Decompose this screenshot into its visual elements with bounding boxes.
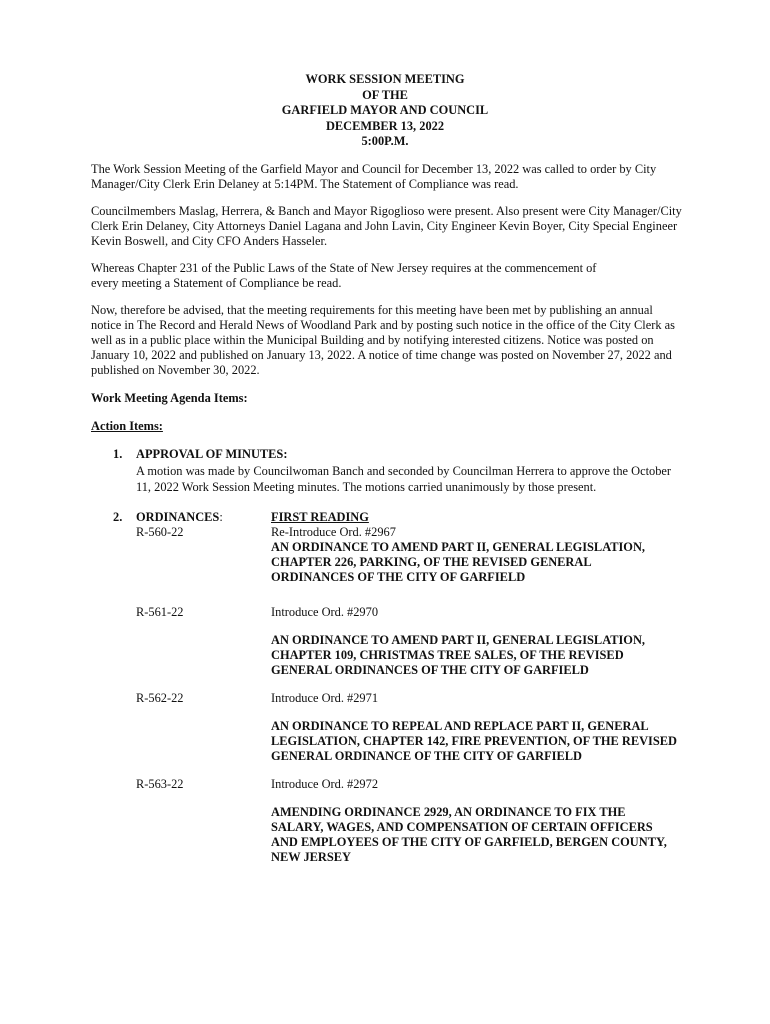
agenda-item-minutes: [91, 447, 691, 496]
attendance-paragraph: Councilmembers Maslag, Herrera, & Banch and Mayor Rigoglioso were present. Also present were City Manager/City Clerk Erin Delaney, City Attorneys Daniel Lagana and John Lavin, City Engineer Kevin Boyer, City Special Engineer Kevin Boswell, and City CFO Anders Hasseler.: [91, 203, 682, 248]
ordinances-colon: :: [219, 509, 223, 524]
ordinance-action: Introduce Ord. #2971: [271, 690, 379, 705]
resolution-id: R-563-22: [136, 776, 184, 791]
title-line-4: DECEMBER 13, 2022: [325, 118, 445, 133]
call-to-order-paragraph: The Work Session Meeting of the Garfield Mayor and Council for December 13, 2022 was called to order by City Manager/City Clerk Erin Delaney at 5:14PM. The Statement of Compliance was read.: [91, 161, 657, 191]
resolution-id: R-560-22: [136, 524, 184, 539]
ordinance-action: Re-Introduce Ord. #2967: [271, 524, 396, 539]
ordinance-action: Introduce Ord. #2972: [271, 776, 379, 791]
item-title: APPROVAL OF MINUTES:: [136, 446, 288, 461]
ordinance-entry: [136, 691, 691, 764]
ordinance-entry: [136, 525, 691, 585]
ordinance-title: AN ORDINANCE TO AMEND PART II, GENERAL LEGISLATION, CHAPTER 226, PARKING, OF THE REVISED GENERAL ORDINANCES OF THE CITY OF GARFIELD: [271, 539, 645, 584]
ordinances-label: ORDINANCES: [136, 509, 220, 524]
ordinance-action: Introduce Ord. #2970: [271, 604, 379, 619]
item-number: 1.: [113, 446, 123, 461]
document-page: [91, 72, 691, 865]
reading-label: FIRST READING: [271, 509, 369, 524]
ordinance-title: AMENDING ORDINANCE 2929, AN ORDINANCE TO FIX THE SALARY, WAGES, AND COMPENSATION OF CERTAIN OFFICERS AND EMPLOYEES OF THE CITY OF GARFIELD, BERGEN COUNTY, NEW JERSEY: [271, 804, 667, 864]
title-line-3: GARFIELD MAYOR AND COUNCIL: [281, 103, 489, 117]
ordinance-entry: [136, 777, 691, 865]
ordinance-entry: [136, 605, 691, 678]
title-line-1: WORK SESSION MEETING: [305, 72, 465, 86]
whereas-paragraph: Whereas Chapter 231 of the Public Laws of the State of New Jersey requires at the commencement of every meeting a Statement of Compliance be read.: [91, 260, 597, 290]
title-line-5: 5:00P.M.: [361, 134, 409, 148]
item-title: [136, 510, 223, 525]
ordinance-title: AN ORDINANCE TO REPEAL AND REPLACE PART II, GENERAL LEGISLATION, CHAPTER 142, FIRE PREVENTION, OF THE REVISED GENERAL ORDINANCE OF THE CITY OF GARFIELD: [271, 718, 677, 763]
action-items-heading: Action Items:: [91, 418, 163, 433]
title-line-2: OF THE: [362, 87, 408, 102]
agenda-item-ordinances: [91, 510, 691, 865]
ordinance-title: AN ORDINANCE TO AMEND PART II, GENERAL LEGISLATION, CHAPTER 109, CHRISTMAS TREE SALES, OF THE REVISED GENERAL ORDINANCES OF THE CITY OF GARFIELD: [271, 632, 645, 677]
item-number: 2.: [113, 509, 123, 524]
document-title: [91, 72, 679, 150]
item-body: A motion was made by Councilwoman Banch and seconded by Councilman Herrera to approve the October 11, 2022 Work Session Meeting minutes. The motions carried unanimously by those present.: [136, 463, 672, 494]
agenda-heading: Work Meeting Agenda Items:: [91, 390, 248, 405]
ordinances-header: [136, 510, 691, 525]
notice-paragraph: Now, therefore be advised, that the meeting requirements for this meeting have been met by publishing an annual notice in The Record and Herald News of Woodland Park and by posting such notice in the office of the City Clerk as well as in a public place within the Municipal Building and by notifying interested citizens. Notice was posted on January 10, 2022 and published on January 13, 2022. A notice of time change was posted on November 27, 2022 and published on November 30, 2022.: [91, 302, 675, 377]
resolution-id: R-562-22: [136, 690, 184, 705]
resolution-id: R-561-22: [136, 604, 184, 619]
